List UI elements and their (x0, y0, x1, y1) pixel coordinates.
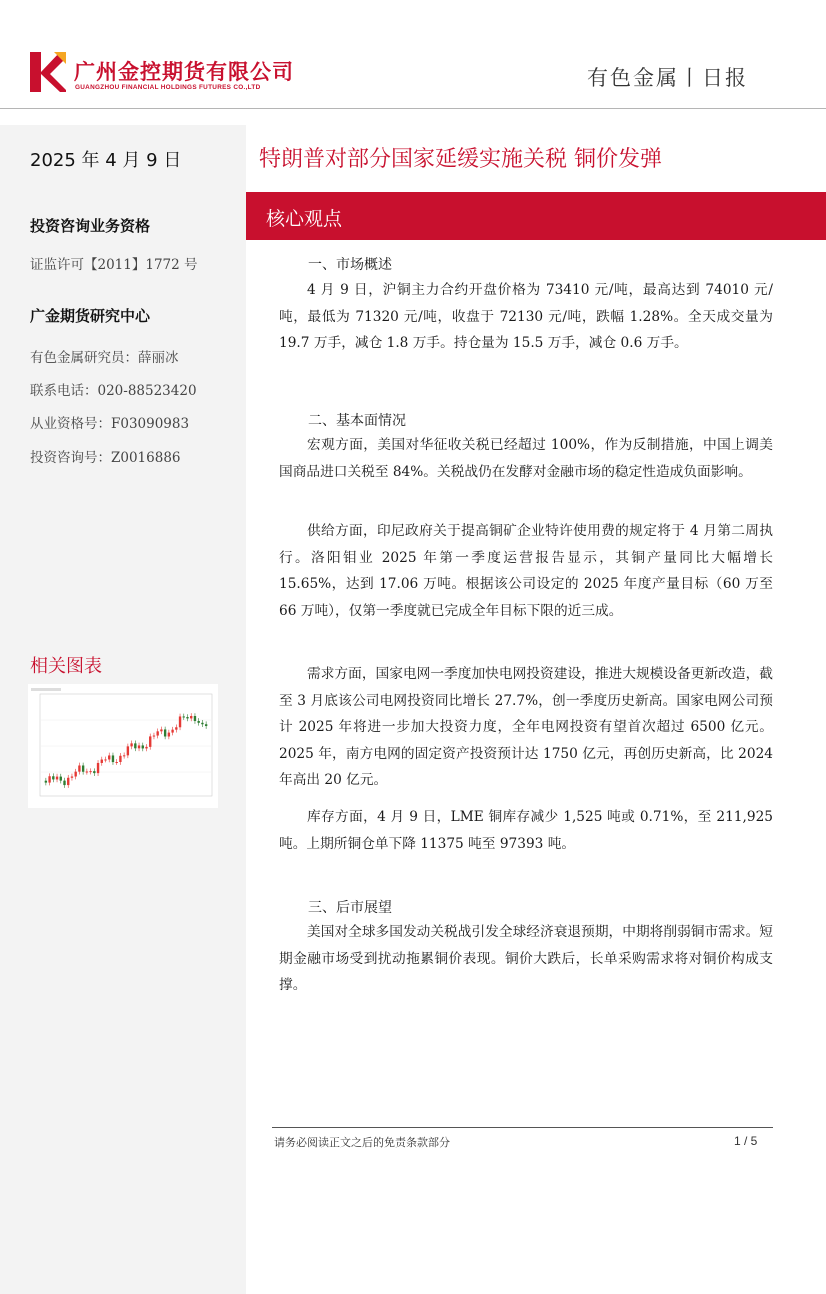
practice-license: 从业资格号：F03090983 (30, 416, 190, 432)
candle-body (119, 756, 121, 762)
section-market-overview-title: 一、市场概述 (308, 257, 392, 273)
candle-body (45, 781, 47, 783)
inventory-paragraph: 库存方面，4 月 9 日，LME 铜库存减少 1,525 吨或 0.71%，至 211,925 吨。上期所铜仓单下降 11375 吨至 97393 吨。 (279, 809, 773, 852)
candle-body (190, 716, 192, 718)
core-view-title: 核心观点 (266, 208, 343, 230)
chart-caption-placeholder (31, 688, 61, 691)
candle-body (89, 771, 91, 772)
candle-body (71, 776, 73, 777)
candle-body (101, 760, 103, 763)
report-date: 2025 年 4 月 9 日 (30, 150, 182, 171)
candle-body (67, 778, 69, 785)
candle-body (74, 772, 76, 777)
candle-body (86, 772, 88, 773)
candle-body (164, 729, 166, 736)
report-headline: 特朗普对部分国家延缓实施关税 铜价发弹 (259, 147, 662, 172)
related-charts-title: 相关图表 (30, 656, 102, 677)
section-fundamentals-title: 二、基本面情况 (308, 413, 406, 429)
researcher-name: 有色金属研究员：薛丽冰 (30, 350, 179, 366)
candle-body (48, 776, 50, 782)
candle-body (186, 717, 188, 718)
candle-body (108, 755, 110, 759)
candle-body (112, 755, 114, 762)
candle-body (78, 765, 80, 771)
candle-body (160, 729, 162, 731)
contact-phone: 联系电话：020-88523420 (30, 383, 197, 399)
candle-body (197, 721, 199, 723)
candle-body (183, 716, 185, 717)
candle-body (52, 776, 54, 779)
candle-body (115, 762, 117, 763)
consult-license: 投资咨询号：Z0016886 (30, 450, 181, 466)
candle-body (60, 777, 62, 781)
copper-price-candlestick-chart (28, 684, 218, 808)
candle-body (123, 755, 125, 756)
candle-body (153, 736, 155, 737)
section-outlook-title: 三、后市展望 (308, 900, 392, 916)
market-overview-paragraph: 4 月 9 日，沪铜主力合约开盘价格为 73410 元/吨，最高达到 74010 元/吨，最低为 71320 元/吨，收盘于 72130 元/吨，跌幅 1.28%。全天成交量为 19.7 万手，减仓 1.8 万手。持仓量为 15.5 万手，减仓 0.6 万手。 (279, 282, 773, 351)
candle-body (171, 730, 173, 733)
header-divider (0, 108, 826, 109)
candle-body (149, 736, 151, 746)
candle-body (194, 716, 196, 721)
candle-body (175, 727, 177, 729)
candle-body (104, 759, 106, 760)
candle-body (97, 763, 99, 773)
supply-paragraph: 供给方面，印尼政府关于提高铜矿企业特许使用费的规定将于 4 月第二周执行。洛阳钼业 2025 年第一季度运营报告显示，其铜产量同比大幅增长 15.65%，达到 17.06 万吨。根据该公司设定的 2025 年度产量目标（60 万至 66 万吨），仅第一季度就已完成全年目标下限的近三成。 (279, 523, 773, 619)
candle-body (138, 745, 140, 748)
research-center: 广金期货研究中心 (30, 307, 151, 325)
candle-body (201, 723, 203, 724)
page-number: 1 / 5 (734, 1134, 758, 1148)
qualification-title: 投资咨询业务资格 (30, 217, 151, 235)
candle-body (56, 777, 58, 780)
candle-body (168, 733, 170, 737)
outlook-paragraph: 美国对全球多国发动关税战引发全球经济衰退预期，中期将削弱铜市需求。短期金融市场受到扰动拖累铜价表现。铜价大跌后，长单采购需求将对铜价构成支撑。 (279, 924, 773, 993)
disclaimer-note: 请务必阅读正文之后的免责条款部分 (274, 1136, 450, 1149)
report-type: 有色金属丨日报 (587, 66, 748, 90)
macro-paragraph: 宏观方面，美国对华征收关税已经超过 100%，作为反制措施，中国上调美国商品进口关税至 84%。关税战仍在发酵对金融市场的稳定性造成负面影响。 (279, 437, 773, 480)
company-name-en: GUANGZHOU FINANCIAL HOLDINGS FUTURES CO.,LTD (75, 84, 261, 91)
candle-body (179, 716, 181, 727)
footer-divider (272, 1127, 773, 1128)
candle-body (145, 747, 147, 749)
candle-body (63, 781, 65, 785)
candle-body (134, 743, 136, 748)
candle-body (127, 746, 129, 755)
candle-body (93, 771, 95, 773)
license-number: 证监许可【2011】1772 号 (30, 257, 198, 273)
company-name-cn: 广州金控期货有限公司 (74, 60, 294, 84)
company-logo-icon (30, 52, 66, 92)
candle-body (205, 724, 207, 726)
candle-body (142, 745, 144, 748)
candle-body (82, 765, 84, 771)
demand-paragraph: 需求方面，国家电网一季度加快电网投资建设，推进大规模设备更新改造，截至 3 月底该公司电网投资同比增长 27.7%，创一季度历史新高。国家电网公司预计 2025 年将进一步加大投资力度，全年电网投资有望首次超过 6500 亿元。2025 年，南方电网的固定资产投资预计达 1750 亿元，再创历史新高，比 2024 年高出 20 亿元。 (279, 666, 773, 788)
candle-body (130, 743, 132, 746)
candle-body (156, 731, 158, 735)
